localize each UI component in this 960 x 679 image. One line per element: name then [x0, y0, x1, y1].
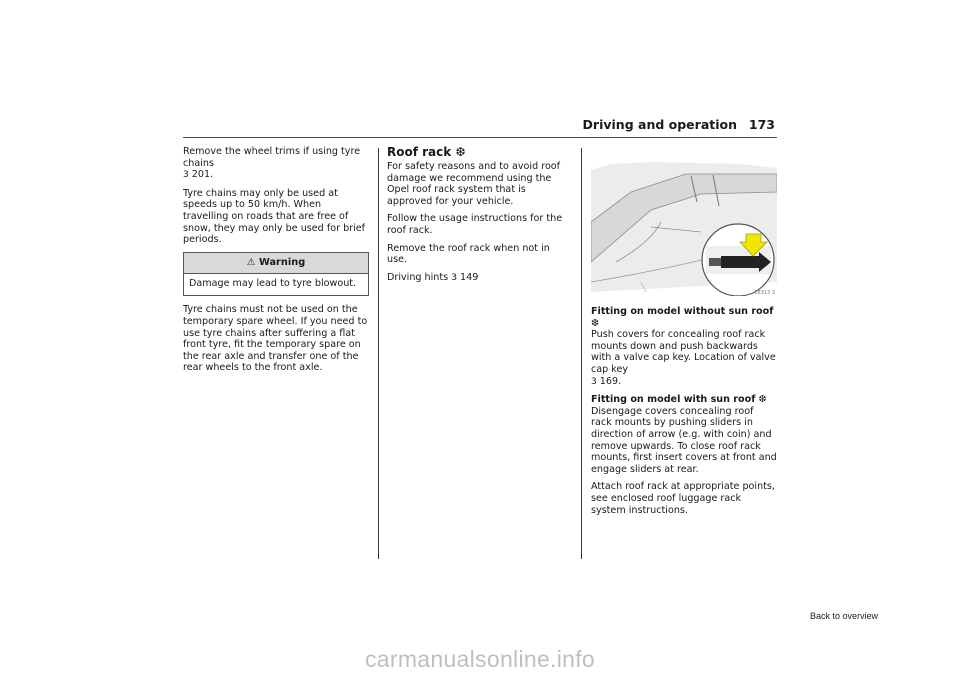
header-rule — [183, 137, 777, 138]
back-to-overview-link[interactable]: Back to overview — [809, 611, 878, 621]
paragraph-without-sunroof: Fitting on model without sun roof ❆ Push covers for concealing roof rack mounts down and push backwards with a valve cap key. Location of valve cap key 3 169. — [591, 306, 776, 387]
warning-title: Warning — [258, 256, 306, 268]
column-middle — [387, 145, 572, 290]
ref-arrow-icon: 3 — [591, 376, 597, 387]
figure-id: 18313 S — [754, 290, 775, 296]
site-watermark: carmanualsonline.info — [364, 646, 596, 672]
warning-body: Damage may lead to tyre blowout. — [189, 277, 357, 289]
column-right — [591, 306, 777, 522]
paragraph-speed: Tyre chains may only be used at speeds up to 50 km/h. When travelling on roads that are free of snow, they may only be used for brief periods. — [183, 187, 366, 246]
paragraph-attach: Attach roof rack at appropriate points, see enclosed roof luggage rack system instructions. — [591, 481, 775, 516]
page-header — [183, 116, 777, 138]
warning-header — [184, 253, 368, 274]
paragraph-remove: Remove the roof rack when not in use. — [387, 242, 550, 266]
column-divider — [581, 148, 582, 559]
paragraph-driving-hints: Driving hints 3 149 — [387, 271, 479, 283]
subheading-without-sunroof: Fitting on model without sun roof — [591, 306, 774, 317]
page-reference: 169. — [599, 375, 622, 387]
paragraph-safety: For safety reasons and to avoid roof damage we recommend using the Opel roof rack system that is approved for your vehicle. — [387, 161, 561, 207]
page-number: 173 — [748, 117, 775, 132]
section-title: Driving and operation — [582, 117, 737, 132]
option-snowflake-icon: ❆ — [591, 317, 600, 329]
paragraph-spare-wheel: Tyre chains must not be used on the temporary spare wheel. If you need to use tyre chains after suffering a flat front tyre, fit the temporary spare on the rear axle and transfer one of the rear wheels to the front axle. — [183, 304, 368, 374]
page-reference: 149 — [460, 271, 479, 283]
page-reference: 201. — [191, 169, 214, 181]
warning-box — [183, 252, 369, 297]
paragraph-with-sunroof: Fitting on model with sun roof ❆ Disengage covers concealing roof rack mounts by pushing sliders in direction of arrow (e.g. with coin) and remove upwards. To close roof rack mounts, first insert covers at front and engage sliders at rear. — [591, 394, 777, 475]
roof-rack-mount-image — [591, 162, 777, 296]
column-divider — [378, 148, 379, 559]
roof-rack-illustration — [591, 162, 777, 296]
paragraph-usage: Follow the usage instructions for the roof rack. — [387, 213, 563, 236]
option-snowflake-icon: ❆ — [758, 394, 767, 406]
column-left — [183, 146, 369, 380]
subheading-with-sunroof: Fitting on model with sun roof — [591, 394, 756, 406]
warning-icon: ⚠ — [246, 256, 256, 268]
ref-arrow-icon: 3 — [183, 170, 189, 181]
option-snowflake-icon: ❆ — [455, 145, 466, 159]
section-heading: Roof rack ❆ — [387, 145, 466, 159]
ref-arrow-icon: 3 — [451, 272, 457, 283]
paragraph-wheel-trims: Remove the wheel trims if using tyre chains 3 201. — [183, 146, 361, 181]
